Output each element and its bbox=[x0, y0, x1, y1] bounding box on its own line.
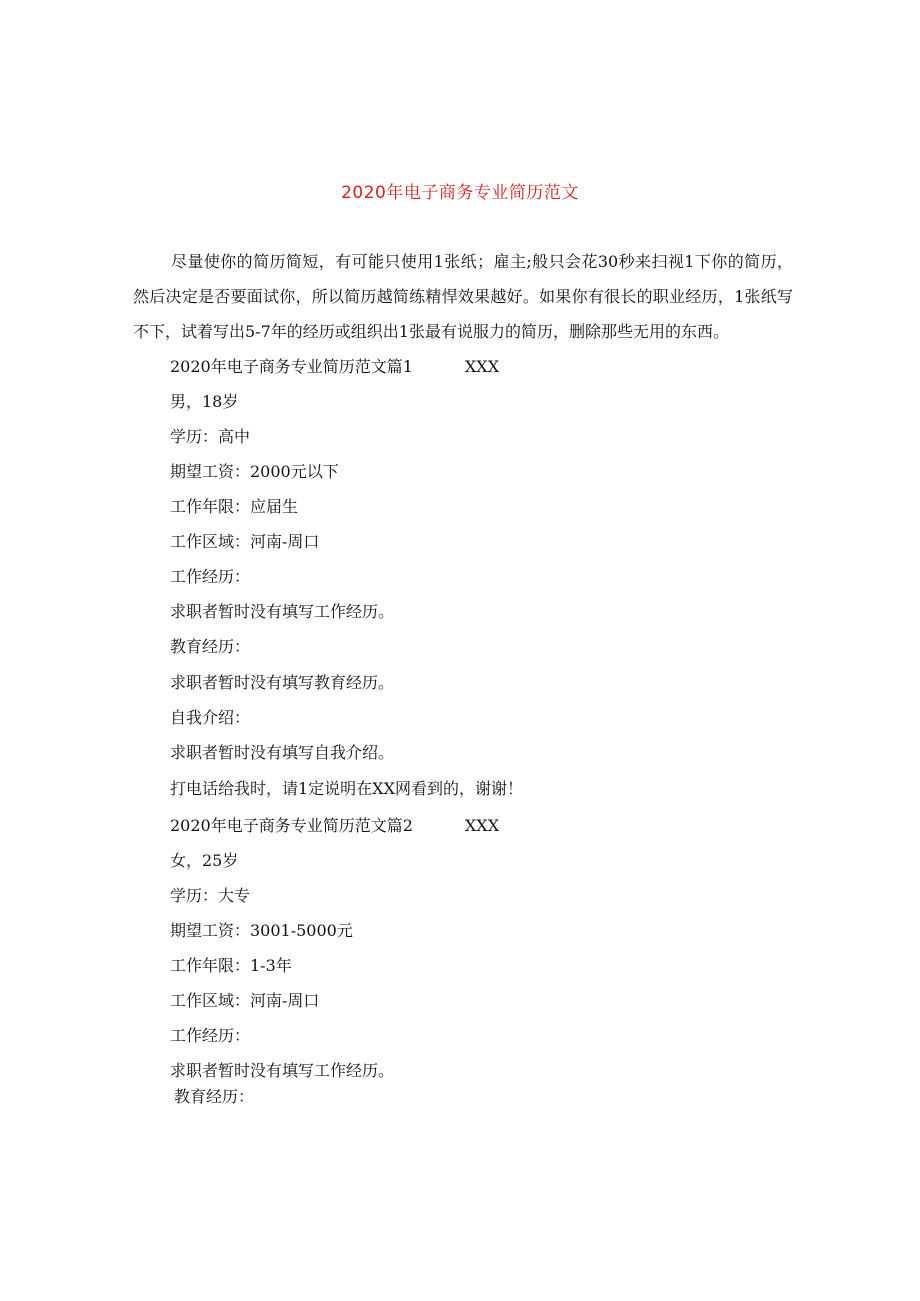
resume2-heading: 2020年电子商务专业简历范文篇2 bbox=[170, 816, 413, 835]
resume1-self-label: 自我介绍： bbox=[170, 708, 251, 727]
resume2-heading-line bbox=[170, 813, 499, 836]
resume1-gender-age: 男，18岁 bbox=[170, 392, 239, 411]
resume1-salary: 期望工资：2000元以下 bbox=[170, 462, 339, 481]
document-title: 2020年电子商务专业简历范文 bbox=[341, 183, 579, 203]
resume1-work-text: 求职者暂时没有填写工作经历。 bbox=[170, 602, 395, 621]
resume1-work-label: 工作经历： bbox=[170, 567, 251, 586]
resume2-education: 学历：大专 bbox=[170, 886, 251, 905]
resume1-self-text: 求职者暂时没有填写自我介绍。 bbox=[170, 743, 395, 762]
resume2-work-label: 工作经历： bbox=[170, 1026, 251, 1045]
resume1-edu-text: 求职者暂时没有填写教育经历。 bbox=[170, 673, 395, 692]
intro-paragraph: 尽量使你的简历简短，有可能只使用1张纸；雇主;般只会花30秒来扫视1下你的简历，然后决定是否要面试你，所以简历越简练精悍效果越好。如果你有很长的职业经历，1张纸写不下，试着写出5-7年的经历或组织出1张最有说服力的简历，删除那些无用的东西。 bbox=[133, 252, 793, 341]
resume2-region: 工作区域：河南-周口 bbox=[170, 991, 320, 1010]
resume1-edu-label: 教育经历： bbox=[170, 637, 251, 656]
resume1-heading-line bbox=[170, 354, 499, 377]
resume2-gender-age: 女，25岁 bbox=[170, 851, 239, 870]
resume2-work-text: 求职者暂时没有填写工作经历。 bbox=[170, 1061, 395, 1080]
resume2-years: 工作年限：1-3年 bbox=[170, 956, 292, 975]
resume1-name: XXX bbox=[464, 357, 500, 376]
resume2-edu-label: 教育经历： bbox=[174, 1087, 255, 1106]
resume2-name: XXX bbox=[464, 816, 500, 835]
resume1-education: 学历：高中 bbox=[170, 427, 251, 446]
resume1-years: 工作年限：应届生 bbox=[170, 497, 299, 516]
resume2-salary: 期望工资：3001-5000元 bbox=[170, 921, 353, 940]
resume1-heading: 2020年电子商务专业简历范文篇1 bbox=[170, 357, 413, 376]
resume1-region: 工作区域：河南-周口 bbox=[170, 532, 320, 551]
resume1-call-note: 打电话给我时，请1定说明在XX网看到的，谢谢！ bbox=[170, 779, 523, 798]
